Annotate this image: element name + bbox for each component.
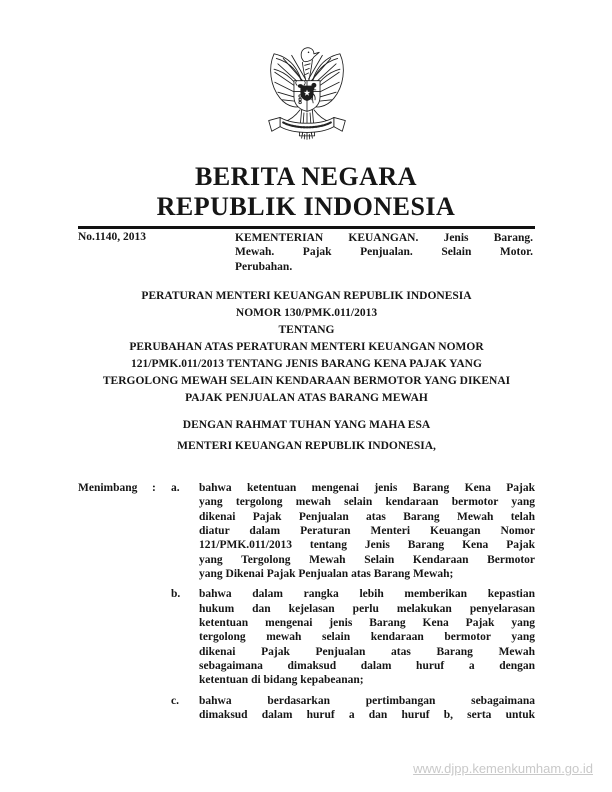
title-line: 121/PMK.011/2013 TENTANG JENIS BARANG KENA PAJAK YANG	[131, 358, 482, 370]
item-marker: b.	[171, 588, 181, 601]
gazette-subject-line: Mewah. Pajak Penjualan. Selain Motor.	[235, 246, 533, 259]
body-line: sebagaimana dimaksud dalam huruf a dengan	[199, 660, 535, 673]
body-line: bahwa ketentuan mengenai jenis Barang Kena Pajak	[199, 482, 535, 494]
item-text	[199, 481, 535, 581]
body-line: tergolong mewah selain kendaraan bermotor yang	[199, 631, 535, 644]
body-line: ketentuan mengenai jenis Barang Kena Pajak yang	[199, 617, 535, 630]
title-line: TERGOLONG MEWAH SELAIN KENDARAAN BERMOTOR YANG DIKENAI	[102, 375, 511, 387]
masthead-line1: BERITA NEGARA	[194, 162, 417, 191]
considering-section	[78, 481, 535, 729]
masthead-divider	[78, 226, 535, 229]
gazette-subject-line: Perubahan.	[235, 260, 293, 273]
regulation-title	[78, 288, 535, 407]
title-line: PERUBAHAN ATAS PERATURAN MENTERI KEUANGAN NOMOR	[129, 341, 484, 353]
masthead	[0, 162, 612, 222]
garuda-pancasila-emblem	[261, 44, 353, 148]
title-line: PERATURAN MENTERI KEUANGAN REPUBLIK INDONESIA	[141, 290, 472, 302]
preamble-line1: DENGAN RAHMAT TUHAN YANG MAHA ESA	[182, 419, 431, 431]
title-line: PAJAK PENJUALAN ATAS BARANG MEWAH	[185, 392, 428, 404]
gazette-subject-line: KEMENTERIAN KEUANGAN. Jenis Barang.	[235, 232, 533, 244]
body-line: bahwa berdasarkan pertimbangan sebagaimana	[199, 694, 535, 707]
body-line: 121/PMK.011/2013 tentang Jenis Barang Kena Pajak	[199, 539, 535, 552]
body-line: yang Tergolong Mewah Selain Kendaraan Bermotor	[199, 553, 535, 566]
body-line: dikenai Pajak Penjualan atas Barang Mewah	[199, 645, 535, 658]
gazette-subject	[235, 231, 533, 274]
body-line: bahwa dalam rangka lebih memberikan kepastian	[199, 588, 535, 601]
body-line: hukum dan kejelasan perlu melakukan penyelarasan	[199, 602, 535, 615]
considering-separator: :	[152, 482, 156, 494]
title-line: TENTANG	[278, 324, 335, 336]
masthead-line2: REPUBLIK INDONESIA	[156, 192, 456, 221]
considering-label: Menimbang	[78, 482, 138, 494]
item-text	[199, 587, 535, 687]
body-line: yang tergolong mewah selain kendaraan bermotor yang	[199, 496, 535, 509]
body-line: dikenai Pajak Penjualan atas Barang Mewah telah	[199, 510, 535, 523]
considering-item-b	[171, 587, 535, 687]
body-line: yang Dikenai Pajak Penjualan atas Barang Mewah;	[199, 568, 454, 581]
title-line: NOMOR 130/PMK.011/2013	[235, 307, 378, 319]
body-line: dimaksud dalam huruf a dan huruf b, serta untuk	[199, 709, 535, 722]
item-text	[199, 694, 535, 723]
item-marker: c.	[171, 694, 179, 707]
considering-item-c	[171, 694, 535, 723]
body-line: ketentuan di bidang kepabeanan;	[199, 674, 364, 687]
watermark-link[interactable]: www.djpp.kemenkumham.go.id	[413, 761, 593, 776]
item-marker: a.	[171, 482, 180, 494]
considering-item-a	[171, 481, 535, 581]
preamble	[78, 415, 535, 456]
body-line: diatur dalam Peraturan Menteri Keuangan Nomor	[199, 525, 535, 538]
gazette-number: No.1140, 2013	[78, 231, 147, 243]
preamble-line2: MENTERI KEUANGAN REPUBLIK INDONESIA,	[177, 439, 436, 452]
